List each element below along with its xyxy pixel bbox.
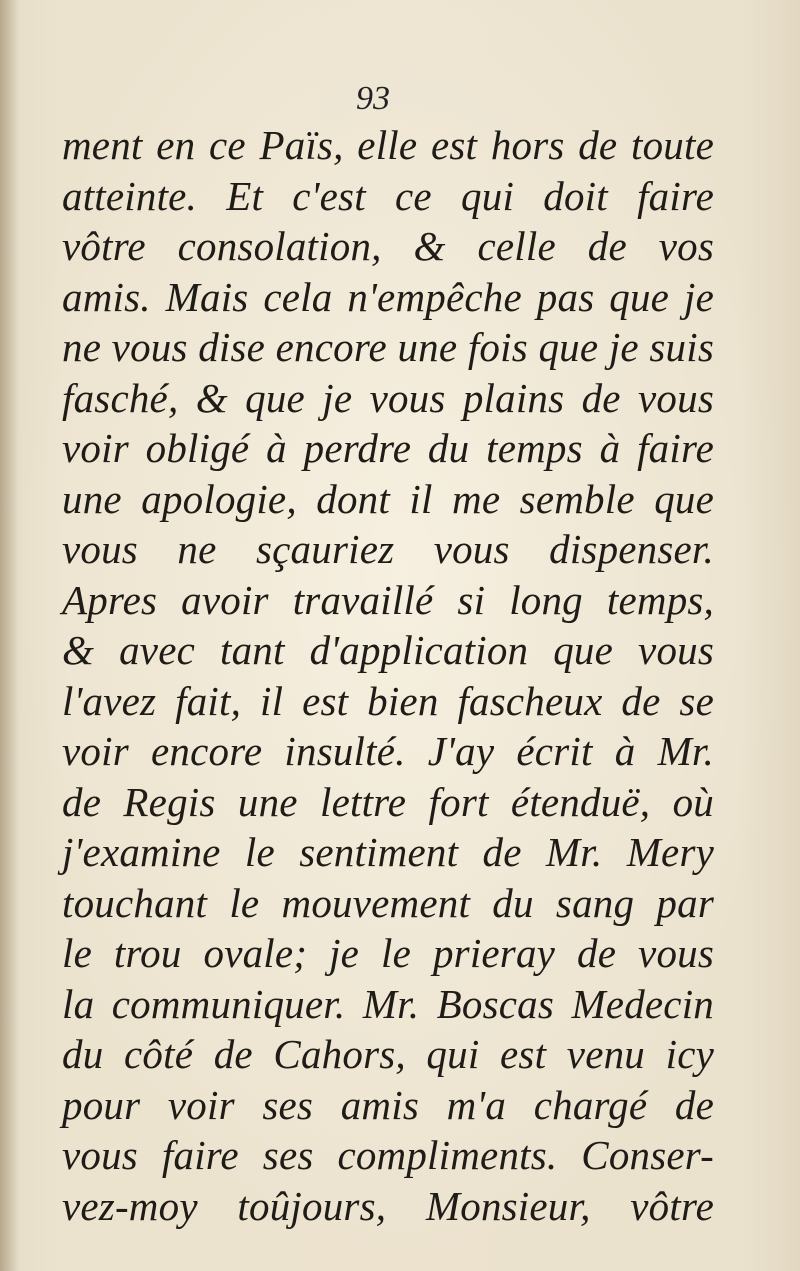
text-line: vous ne sçauriez vous dispenser.	[62, 526, 714, 572]
text-line: voir obligé à perdre du temps à faire	[62, 425, 714, 471]
body-text	[62, 120, 714, 1231]
text-line: j'examine le sentiment de Mr. Mery	[62, 829, 714, 875]
text-line: ment en ce Païs, elle est hors de toute	[62, 122, 714, 168]
text-line: vôtre consolation, & celle de vos	[62, 223, 714, 269]
text-line: pour voir ses amis m'a chargé de	[62, 1081, 714, 1128]
text-line: de Regis une lettre fort étenduë, où	[62, 778, 714, 825]
text-line: une apologie, dont il me semble que	[62, 475, 714, 522]
text-line: du côté de Cahors, qui est venu icy	[62, 1031, 714, 1077]
text-line: ne vous dise encore une fois que je suis	[62, 324, 714, 370]
text-line: Apres avoir travaillé si long temps,	[62, 576, 714, 623]
text-line: vous faire ses compliments. Conser-	[62, 1132, 714, 1178]
text-line: voir encore insulté. J'ay écrit à Mr.	[62, 728, 714, 774]
text-line: le trou ovale; je le prieray de vous	[62, 930, 714, 976]
text-line: fasché, & que je vous plains de vous	[62, 374, 714, 421]
text-line: touchant le mouvement du sang par	[62, 879, 714, 926]
text-line: amis. Mais cela n'empêche pas que je	[62, 273, 714, 320]
text-line: & avec tant d'application que vous	[62, 627, 714, 673]
text-line: atteinte. Et c'est ce qui doit faire	[62, 172, 714, 219]
text-line: vez-moy toûjours, Monsieur, vôtre	[62, 1182, 714, 1229]
page-number: 93	[356, 80, 390, 117]
text-line: l'avez fait, il est bien fascheux de se	[62, 677, 714, 724]
binding-shadow	[0, 0, 18, 1271]
text-line: la communiquer. Mr. Boscas Medecin	[62, 980, 714, 1027]
